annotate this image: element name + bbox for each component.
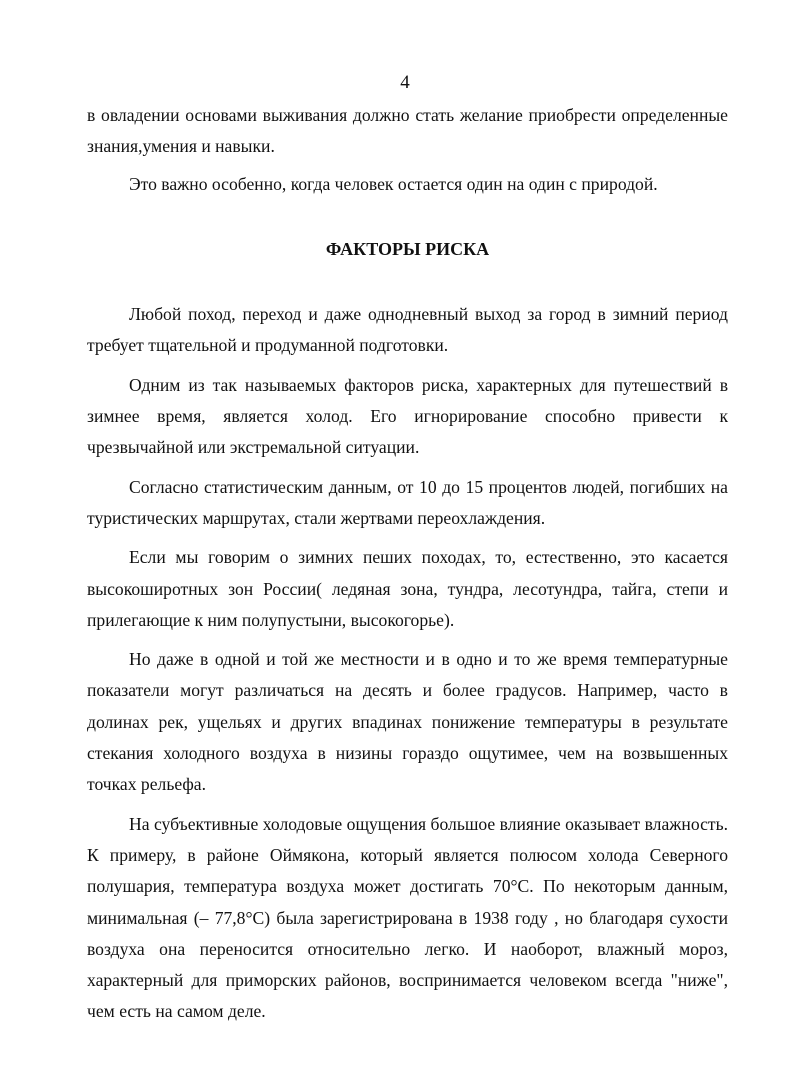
- page-number: 4: [400, 72, 410, 93]
- paragraph: Это важно особенно, когда человек остается один на один с природой.: [129, 173, 658, 194]
- document-body: [87, 100, 728, 1028]
- paragraph: Одним из так называемых факторов риска, характерных для путешествий в зимнее время, является холод. Его игнорирование способно привести к чрезвычайной или экстремальной ситуации.: [87, 374, 728, 458]
- paragraph-continued: в овладении основами выживания должно стать желание приобрести определенные знания,умения и навыки.: [87, 105, 728, 157]
- paragraph: На субъективные холодовые ощущения большое влияние оказывает влажность. К примеру, в районе Оймякона, который является полюсом холода Северного полушария, температура воздуха может достигать 70°С. По некоторым данным, минимальная (– 77,8°С) была зарегистрирована в 1938 году , но благодаря сухости воздуха она переносится относительно легко. И наоборот, влажный мороз, характерный для приморских районов, воспринимается человеком всегда "ниже", чем есть на самом деле.: [87, 813, 728, 1022]
- paragraph: Если мы говорим о зимних пеших походах, то, естественно, это касается высокоширотных зон России( ледяная зона, тундра, лесотундра, тайга, степи и прилегающие к ним полупустыни, высокогорье).: [87, 547, 728, 630]
- section-heading: ФАКТОРЫ РИСКА: [325, 238, 490, 259]
- paragraph: Любой поход, переход и даже однодневный выход за город в зимний период требует тщательной и продуманной подготовки.: [87, 304, 728, 356]
- paragraph: Согласно статистическим данным, от 10 до 15 процентов людей, погибших на туристических маршрутах, стали жертвами переохлаждения.: [87, 476, 728, 528]
- paragraph: Но даже в одной и той же местности и в одно и то же время температурные показатели могут различаться на десять и более градусов. Например, часто в долинах рек, ущельях и других впадинах понижение температуры в результате стекания холодного воздуха в низины гораздо ощутимее, чем на возвышенных точках рельефа.: [87, 649, 728, 795]
